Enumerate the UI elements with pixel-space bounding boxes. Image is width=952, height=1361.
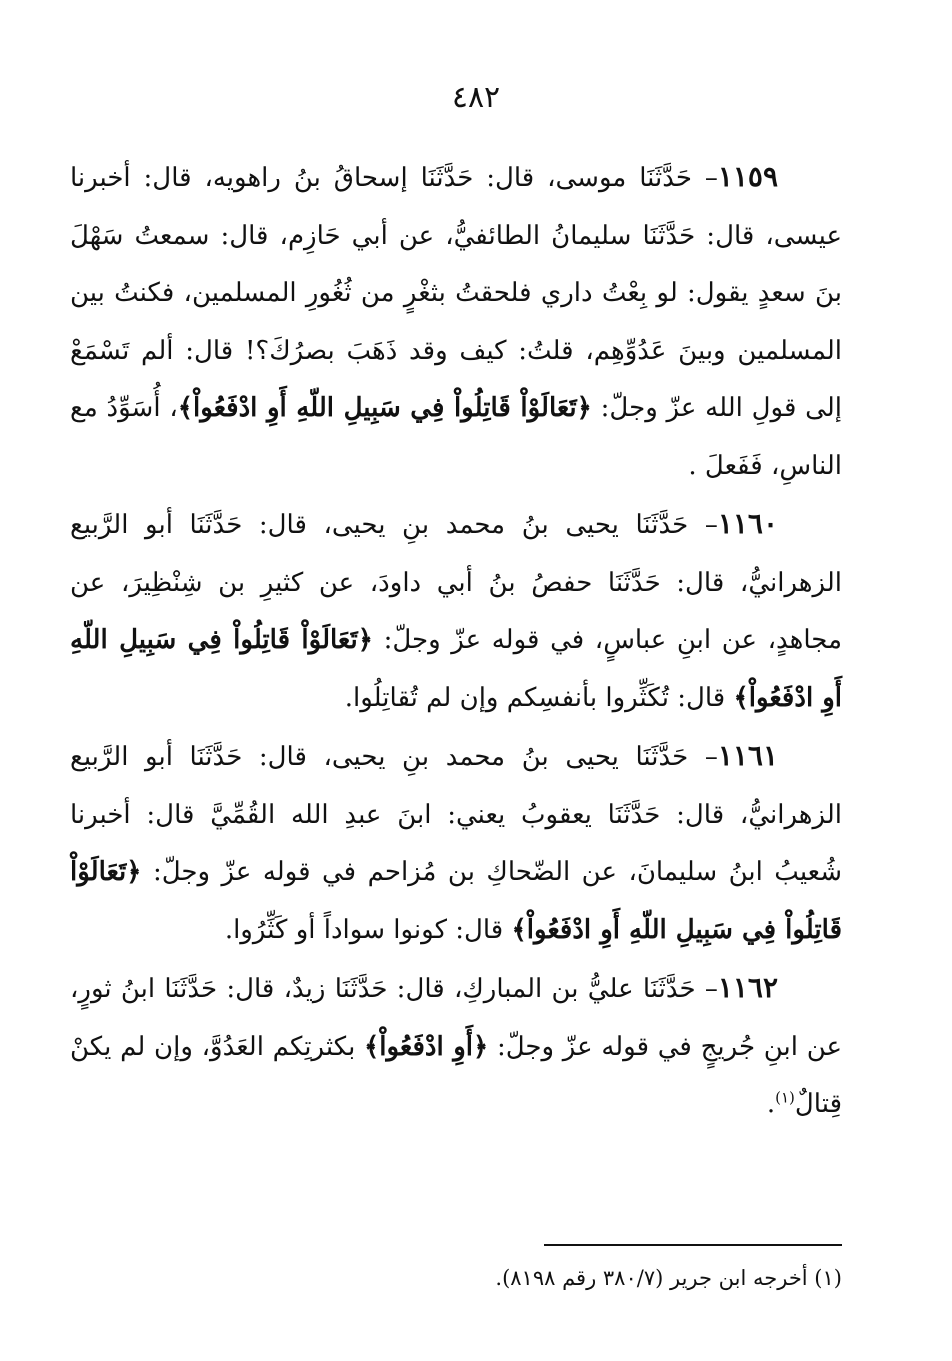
hadith-text: قال: تُكَثِّروا بأنفسِكم وإن لم تُقاتِلُوا.	[344, 682, 734, 713]
hadith-1159	[70, 148, 842, 495]
hadith-text: – حَدَّثَنَا موسى، قال: حَدَّثَنَا إسحاقُ بنُ راهويه، قال: أخبرنا عيسى، قال: حَدَّثَنَا سليمانُ الطائفيُّ، عن أبي حَازِم، قال: سمعتُ سَهْلَ بنَ سعدٍ يقول: لو بِعْتُ داري فلحقتُ بثغْرٍ من ثُغُورِ المسلمين، فكنتُ بين المسلمين وبينَ عَدُوِّهِم، قلتُ: كيف وقد ذَهَبَ بصرُكَ؟! قال: ألم تَسْمَعْ إلى قولِ الله عزّ وجلّ:	[70, 163, 842, 423]
hadith-text: – حَدَّثَنَا عليُّ بن المباركِ، قال: حَدَّثَنَا زيدٌ، قال: حَدَّثَنَا ابنُ ثورٍ، عن ابنِ جُريجٍ في قوله عزّ وجلّ:	[70, 974, 843, 1062]
hadith-number: ١١٦٢	[717, 971, 778, 1004]
hadith-1160	[70, 495, 842, 727]
hadith-text: قال: كونوا سواداً أو كَثِّرُوا.	[224, 914, 512, 945]
main-text	[70, 148, 842, 1134]
quran-verse: ﴿أَوِ ادْفَعُواْ﴾	[364, 1031, 489, 1062]
hadith-text: – حَدَّثَنَا يحيى بنُ محمد بنِ يحيى، قال: حَدَّثَنَا أبو الرَّبيع الزهرانيُّ، قال: حَدَّثَنَا حفصُ بنُ أبي داودَ، عن كثيرِ بن شِنْظِيرَ، عن مجاهدٍ، عن ابنِ عباسٍ، في قوله عزّ وجلّ:	[70, 510, 843, 655]
page-number: ٤٨٢	[451, 80, 501, 115]
hadith-1161	[70, 727, 842, 959]
hadith-number: ١١٥٩	[717, 160, 778, 193]
quran-verse: ﴿تَعَالَوْاْ قَاتِلُواْ فِي سَبِيلِ اللّهِ أَوِ ادْفَعُواْ﴾	[177, 393, 592, 423]
hadith-1162	[70, 959, 842, 1134]
quran-verse: ﴿تَعَالَوْاْ قَاتِلُواْ فِي سَبِيلِ اللّهِ أَوِ ادْفَعُواْ﴾	[70, 857, 842, 945]
quran-verse: ﴿تَعَالَوْاْ قَاتِلُواْ فِي سَبِيلِ اللّهِ أَوِ ادْفَعُواْ﴾	[70, 625, 842, 713]
hadith-text: بكثرتِكم العَدُوَّ، وإن لم يكنْ قِتالٌ	[70, 1031, 842, 1119]
hadith-text: – حَدَّثَنَا يحيى بنُ محمد بنِ يحيى، قال: حَدَّثَنَا أبو الرَّبيع الزهرانيُّ، قال: حَدَّثَنَا يعقوبُ يعني: ابنَ عبدِ الله القُمِّيَّ قال: أخبرنا شُعيبُ ابنُ سليمانَ، عن الضّحاكِ بن مُزاحم في قوله عزّ وجلّ:	[70, 742, 842, 887]
footnote-divider	[544, 1244, 842, 1246]
footnote-reference[interactable]: (١)	[775, 1088, 795, 1107]
hadith-number: ١١٦١	[717, 739, 778, 772]
hadith-text: .	[766, 1089, 776, 1119]
footnote-text: (١) أخرجه ابن جرير (٣٨٠/٧ رقم ٨١٩٨).	[495, 1266, 842, 1290]
hadith-number: ١١٦٠	[717, 507, 778, 540]
hadith-text: ، أُسَوِّدُ مع الناسِ، فَفَعلَ .	[70, 393, 842, 481]
footnote	[70, 1262, 842, 1294]
